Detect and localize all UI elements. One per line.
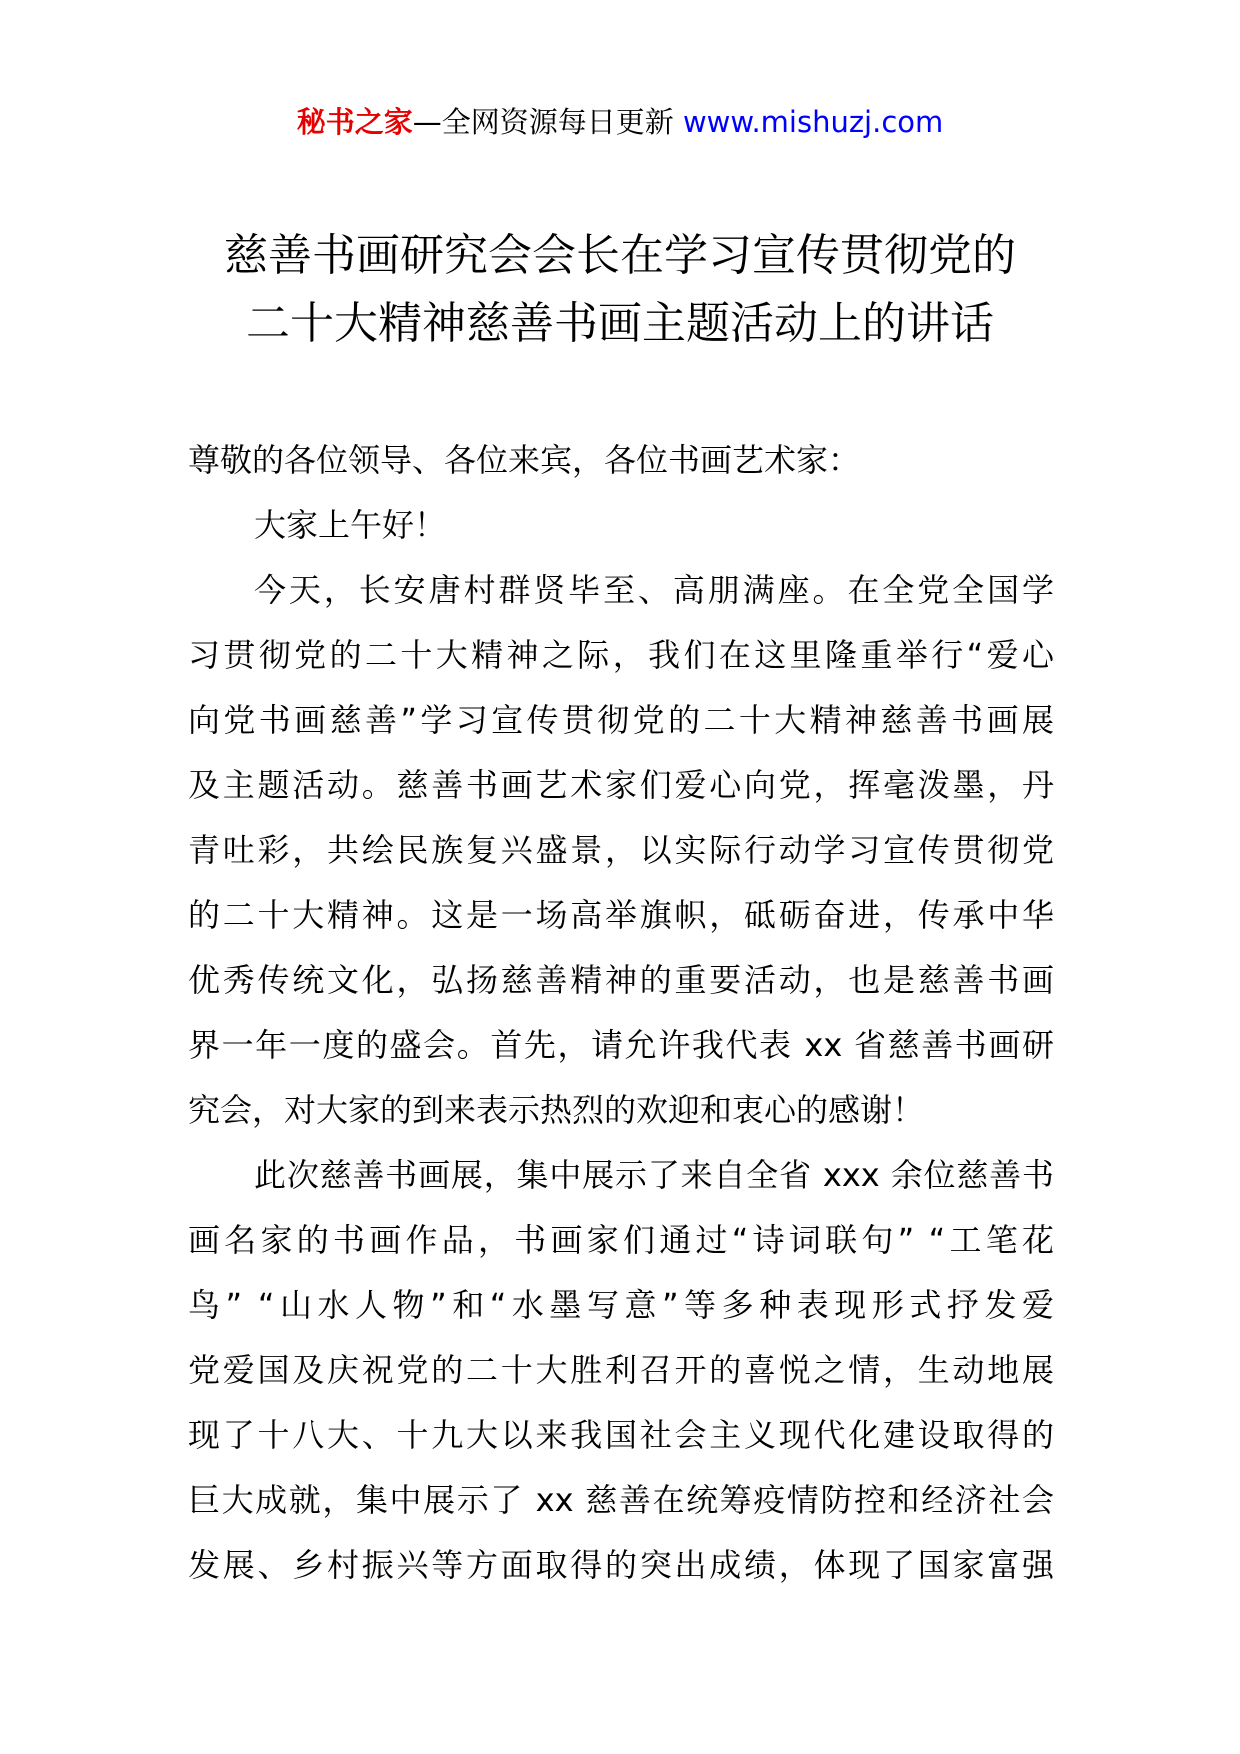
paragraph-1-line: 优秀传统文化，弘扬慈善精神的重要活动，也是慈善书画: [188, 961, 1054, 999]
paragraph-1-line: 今天，长安唐村群贤毕至、高朋满座。在全党全国学: [254, 571, 1054, 609]
paragraph-2-line: 画名家的书画作品，书画家们通过“诗词联句” “工笔花: [188, 1221, 1054, 1259]
site-header: [0, 100, 1240, 144]
site-brand: 秘书之家: [296, 105, 413, 139]
paragraph-1-line: 究会，对大家的到来表示热烈的欢迎和衷心的感谢！: [188, 1091, 925, 1129]
document-title: [0, 222, 1240, 358]
paragraph-1-line: 向党书画慈善”学习宣传贯彻党的二十大精神慈善书画展: [188, 701, 1054, 739]
paragraph-2-line: 党爱国及庆祝党的二十大胜利召开的喜悦之情，生动地展: [188, 1351, 1054, 1389]
greeting: 大家上午好！: [254, 506, 447, 544]
paragraph-2-line: 巨大成就，集中展示了 xx 慈善在统筹疫情防控和经济社会: [188, 1481, 1054, 1519]
paragraph-2-line: 鸟” “山水人物”和“水墨写意”等多种表现形式抒发爱: [188, 1286, 1054, 1324]
paragraph-2-line: 发展、乡村振兴等方面取得的突出成绩，体现了国家富强: [188, 1546, 1054, 1584]
site-url-link[interactable]: www.mishuzj.com: [682, 105, 944, 139]
paragraph-2-line: 现了十八大、十九大以来我国社会主义现代化建设取得的: [188, 1416, 1054, 1454]
document-body: [188, 428, 1054, 1598]
salutation: 尊敬的各位领导、各位来宾，各位书画艺术家：: [188, 441, 861, 479]
site-slogan: —全网资源每日更新: [412, 105, 683, 139]
paragraph-1-line: 习贯彻党的二十大精神之际，我们在这里隆重举行“爱心: [188, 636, 1054, 674]
paragraph-2-line: 此次慈善书画展，集中展示了来自全省 xxx 余位慈善书: [254, 1156, 1054, 1194]
title-line: 慈善书画研究会会长在学习宣传贯彻党的: [224, 230, 1016, 281]
paragraph-1-line: 的二十大精神。这是一场高举旗帜，砥砺奋进，传承中华: [188, 896, 1054, 934]
paragraph-1-line: 界一年一度的盛会。首先，请允许我代表 xx 省慈善书画研: [188, 1026, 1054, 1064]
title-line: 二十大精神慈善书画主题活动上的讲话: [246, 298, 994, 349]
paragraph-1-line: 青吐彩，共绘民族复兴盛景，以实际行动学习宣传贯彻党: [188, 831, 1054, 869]
paragraph-1-line: 及主题活动。慈善书画艺术家们爱心向党，挥毫泼墨，丹: [188, 766, 1054, 804]
